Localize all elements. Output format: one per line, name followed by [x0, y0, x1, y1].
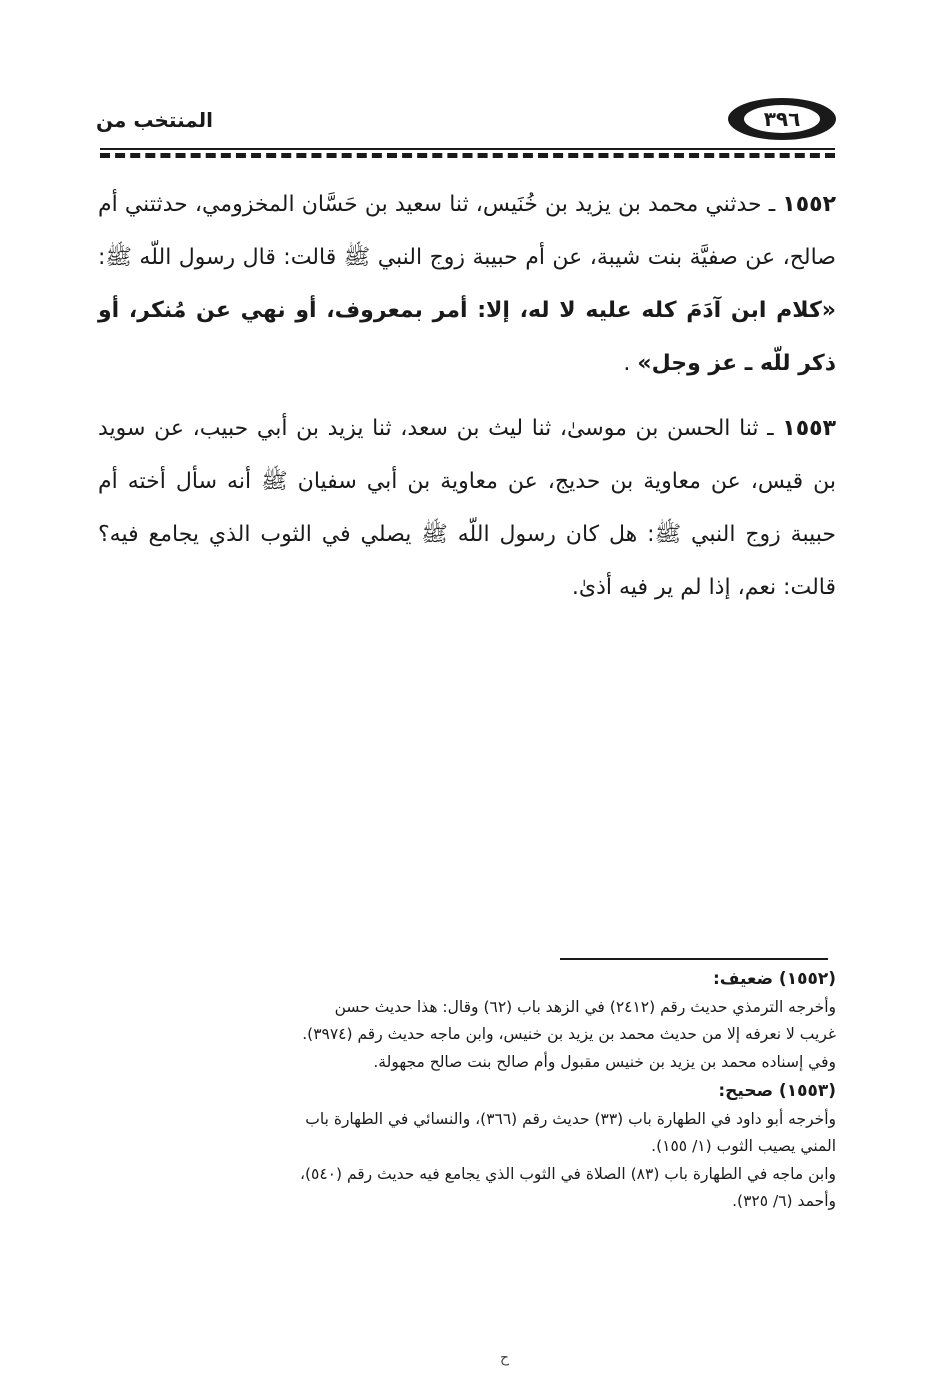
footnote-1552	[92, 966, 836, 1076]
footnote-line: وأحمد (٦/ ٣٢٥).	[732, 1192, 836, 1210]
hadith-text: ـ حدثني محمد بن يزيد بن خُنَيس، ثنا سعيد بن حَسَّان المخزومي، حدثتني أم صالح، عن صفيَّة بنت شيبة، عن أم حبيبة زوج النبي ﷺ قالت: قال رسول اللّه ﷺ:	[98, 192, 836, 270]
page-number: ٣٩٦	[763, 107, 801, 131]
footnote-line: وفي إسناده محمد بن يزيد بن خنيس مقبول وأم صالح بنت صالح مجهولة.	[373, 1052, 836, 1071]
footnote-heading: (١٥٥٣) صحيح:	[718, 1081, 836, 1101]
footnotes	[92, 966, 836, 1218]
hadith-number: ١٥٥٣	[782, 416, 836, 441]
page-signature-mark: ح	[500, 1350, 510, 1366]
hadith-number: ١٥٥٢	[782, 192, 836, 217]
footnote-line: وأخرجه الترمذي حديث رقم (٢٤١٢) في الزهد باب (٦٢) وقال: هذا حديث حسن	[334, 997, 836, 1016]
running-head-title: المنتخب من	[96, 108, 214, 132]
footnote-line: وابن ماجه في الطهارة باب (٨٣) الصلاة في الثوب الذي يجامع فيه حديث رقم (٥٤٠)،	[299, 1164, 836, 1183]
hadith-1553	[98, 402, 836, 614]
footnote-line: وأخرجه أبو داود في الطهارة باب (٣٣) حديث رقم (٣٦٦)، والنسائي في الطهارة باب	[305, 1109, 836, 1128]
main-text	[98, 178, 836, 626]
hadith-text: ـ ثنا الحسن بن موسىٰ، ثنا ليث بن سعد، ثنا يزيد بن أبي حبيب، عن سويد بن قيس، عن معاوية بن حديج، عن معاوية بن أبي سفيان ﷺ أنه سأل أخته أم حبيبة زوج النبي ﷺ: هل كان رسول اللّه ﷺ يصلي في الثوب الذي يجامع فيه؟ قالت: نعم، إذا لم ير فيه أذىٰ.	[98, 416, 836, 600]
footnote-line: المني يصيب الثوب (١/ ١٥٥).	[651, 1137, 836, 1155]
hadith-1552	[98, 178, 836, 390]
page-number-badge	[728, 98, 836, 140]
hadith-end: .	[623, 351, 631, 376]
footnote-divider	[560, 958, 828, 960]
footnote-line: غريب لا نعرفه إلا من حديث محمد بن يزيد بن خنيس، وابن ماجه حديث رقم (٣٩٧٤).	[302, 1025, 836, 1043]
header-divider	[100, 148, 835, 160]
footnote-1553	[92, 1078, 836, 1216]
hadith-quote: «كلام ابن آدَمَ كله عليه لا له، إلا: أمر بمعروف، أو نهي عن مُنكر، أو ذكر للّه ـ عز وجل»	[98, 298, 836, 376]
footnote-heading: (١٥٥٢) ضعيف:	[713, 969, 836, 989]
